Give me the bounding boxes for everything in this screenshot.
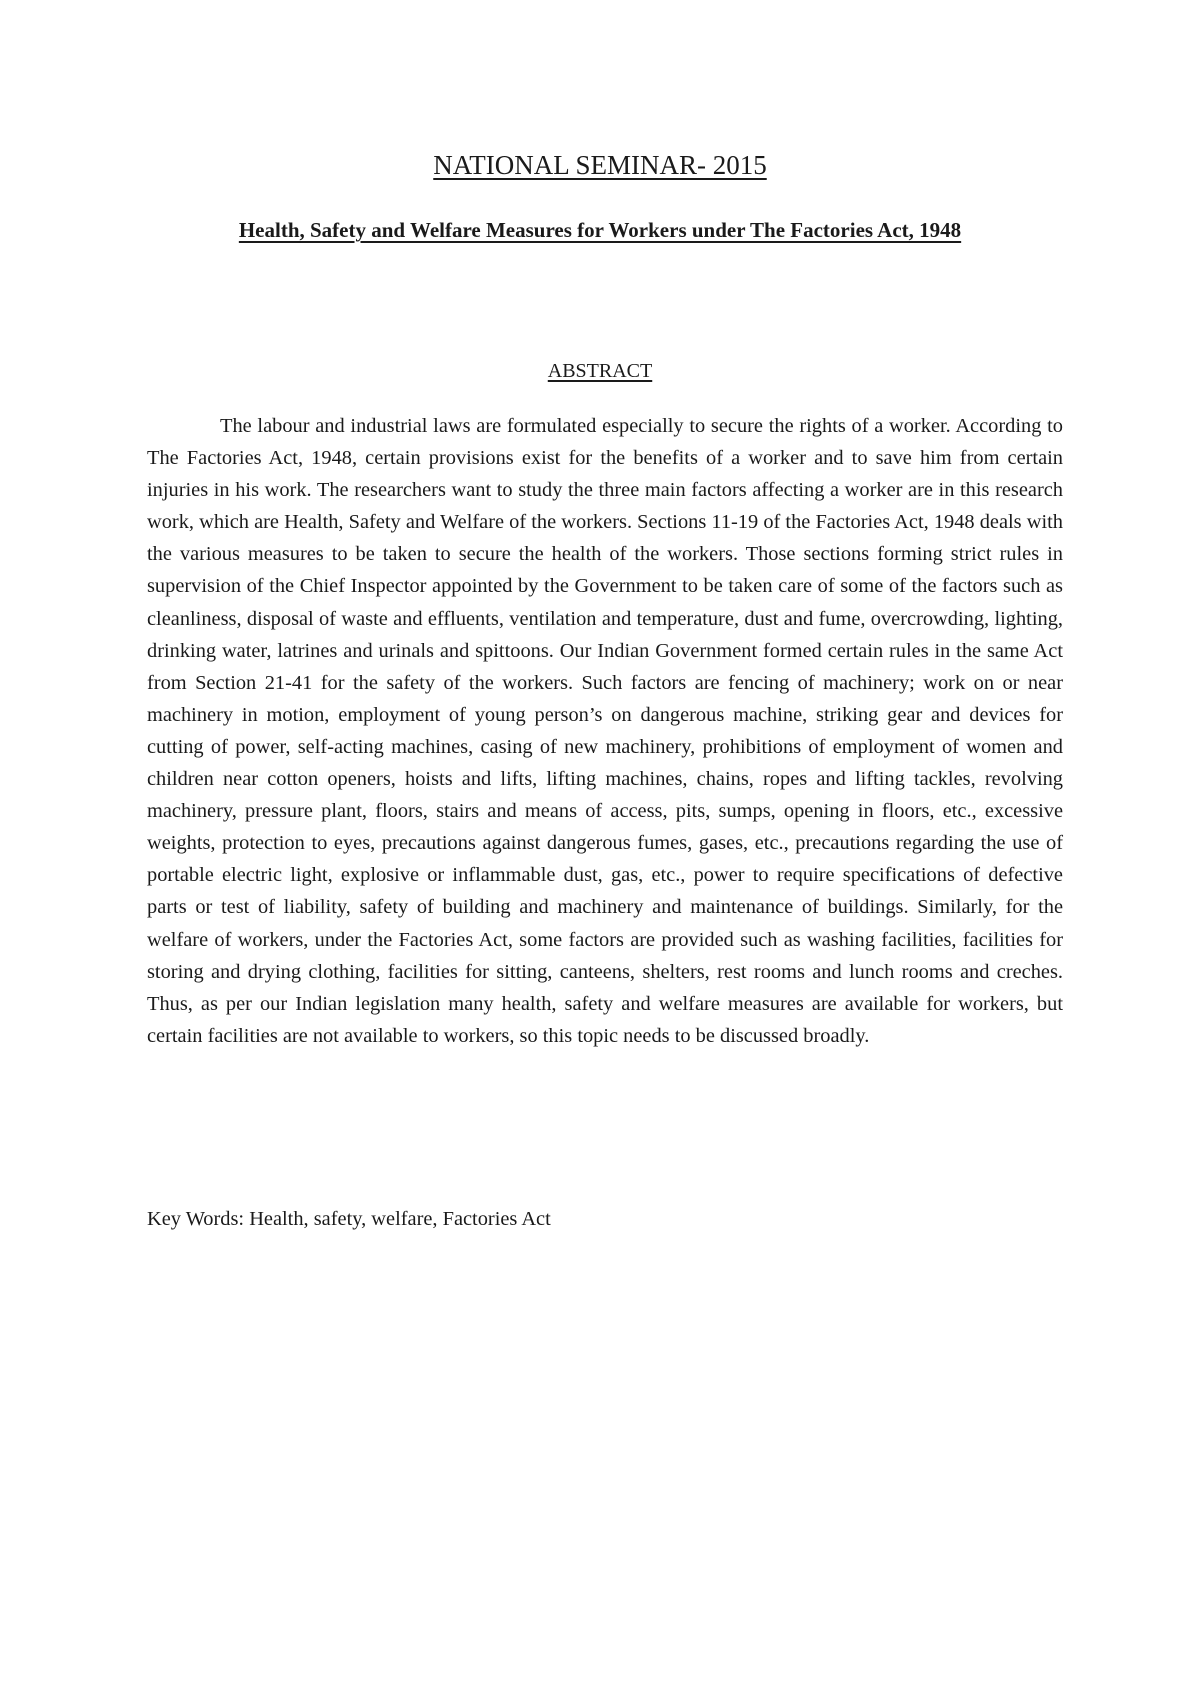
seminar-title: NATIONAL SEMINAR- 2015 (433, 150, 767, 180)
paper-title: Health, Safety and Welfare Measures for Workers under The Factories Act, 1948 (238, 218, 962, 242)
abstract-body: The labour and industrial laws are formulated especially to secure the rights of a worker. According to The Factories Act, 1948, certain provisions exist for the benefits of a worker and to save him from certain injuries in his work. The researchers want to study the three main factors affecting a worker are in this research work, which are Health, Safety and Welfare of the workers. Sections 11-19 of the Factories Act, 1948 deals with the various measures to be taken to secure the health of the workers. Those sections forming strict rules in supervision of the Chief Inspector appointed by the Government to be taken care of some of the factors such as cleanliness, disposal of waste and effluents, ventilation and temperature, dust and fume, overcrowding, lighting, drinking water, latrines and urinals and spittoons. Our Indian Government formed certain rules in the same Act from Section 21-41 for the safety of the workers. Such factors are fencing of machinery; work on or near machinery in motion, employment of young person’s on dangerous machine, striking gear and devices for cutting of power, self-acting machines, casing of new machinery, prohibitions of employment of women and children near cotton openers, hoists and lifts, lifting machines, chains, ropes and lifting tackles, revolving machinery, pressure plant, floors, stairs and means of access, pits, sumps, opening in floors, etc., excessive weights, protection to eyes, precautions against dangerous fumes, gases, etc., precautions regarding the use of portable electric light, explosive or inflammable dust, gas, etc., power to require specifications of defective parts or test of liability, safety of building and machinery and maintenance of buildings. Similarly, for the welfare of workers, under the Factories Act, some factors are provided such as washing facilities, facilities for storing and drying clothing, facilities for sitting, canteens, shelters, rest rooms and lunch rooms and creches. Thus, as per our Indian legislation many health, safety and welfare measures are available for workers, but certain facilities are not available to workers, so this topic needs to be discussed broadly. (147, 415, 1063, 1047)
keywords-line: Key Words: Health, safety, welfare, Factories Act (147, 1208, 551, 1230)
abstract-heading: ABSTRACT (547, 360, 653, 382)
